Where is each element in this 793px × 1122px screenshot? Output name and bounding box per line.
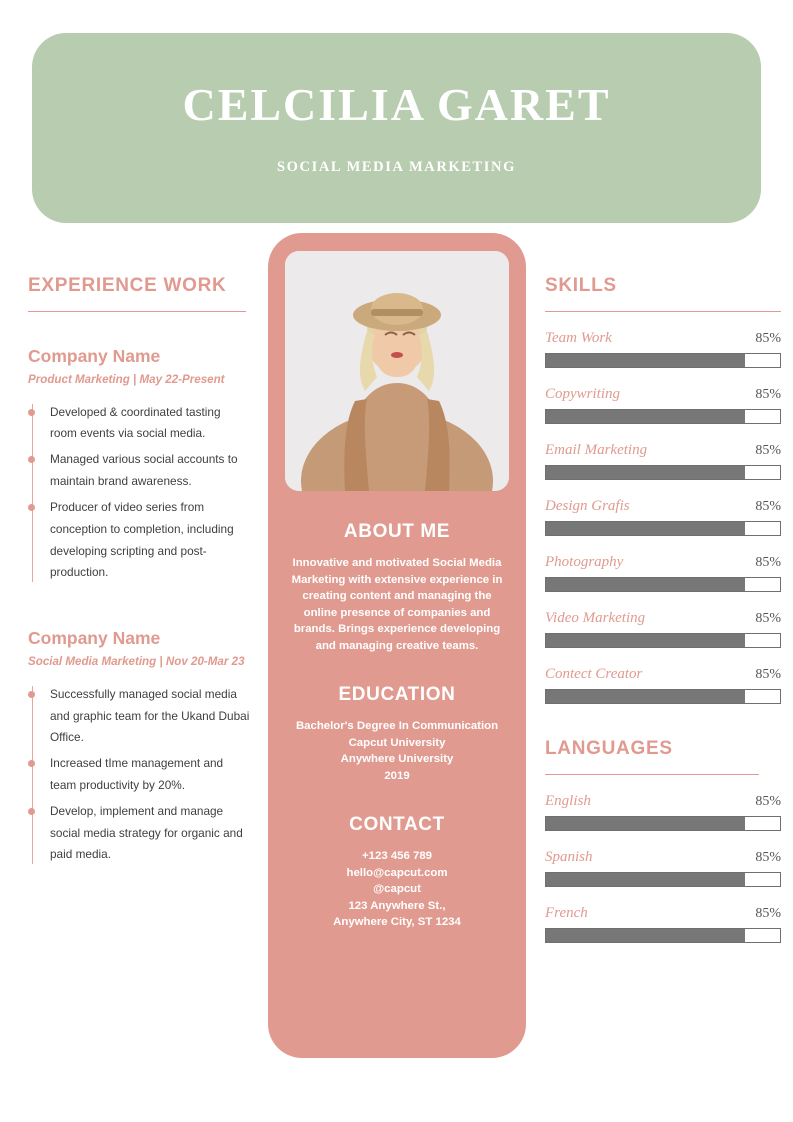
- skill-item: [545, 554, 781, 592]
- job-bullet: Producer of video series from conception to completion, including developing scripting and post-production.: [50, 497, 250, 584]
- skill-item: [545, 610, 781, 648]
- portrait-illustration: [285, 251, 509, 491]
- language-bar-fill: [546, 929, 745, 942]
- job-bullet-list: [28, 684, 250, 867]
- company-name: Company Name: [28, 628, 161, 649]
- skill-bar: [545, 521, 781, 536]
- skill-bar: [545, 353, 781, 368]
- skill-label: Contect Creator: [545, 666, 643, 682]
- section-divider: [545, 774, 759, 775]
- education-line: 2019: [384, 769, 410, 782]
- languages-section-title: LANGUAGES: [545, 738, 673, 759]
- skill-bar-fill: [546, 634, 745, 647]
- language-label: French: [545, 905, 588, 921]
- skill-item: [545, 442, 781, 480]
- education-line: Capcut University: [348, 736, 446, 749]
- job-bullet: Develop, implement and manage social media strategy for organic and paid media.: [50, 801, 250, 866]
- skill-bar: [545, 465, 781, 480]
- education-title: EDUCATION: [338, 684, 456, 706]
- language-item: [545, 849, 781, 887]
- contact-email: hello@capcut.com: [346, 866, 448, 879]
- education-line: Anywhere University: [340, 753, 454, 766]
- language-percent: 85%: [755, 794, 781, 809]
- header-subtitle: SOCIAL MEDIA MARKETING: [276, 158, 517, 175]
- experience-item: [28, 628, 250, 866]
- skill-bar-fill: [546, 466, 745, 479]
- header-banner: [32, 33, 761, 223]
- skill-label: Copywriting: [545, 386, 621, 402]
- profile-card: [268, 233, 526, 1058]
- skill-label: Photography: [545, 554, 624, 570]
- language-label: Spanish: [545, 849, 593, 865]
- skill-bar: [545, 577, 781, 592]
- skill-bar: [545, 409, 781, 424]
- about-text: Innovative and motivated Social Media Marketing with extensive experience in creating content and managing the online presence of companies and brands. Brings experience developing and managing creative teams.: [291, 557, 503, 652]
- skill-label: Email Marketing: [545, 442, 648, 458]
- skill-bar: [545, 689, 781, 704]
- skill-label: Video Marketing: [545, 610, 646, 626]
- contact-address-line2: Anywhere City, ST 1234: [333, 916, 461, 929]
- page-title: CELCILIA GARET: [182, 79, 611, 131]
- job-bullet: Successfully managed social media and graphic team for the Ukand Dubai Office.: [50, 684, 250, 749]
- skill-percent: 85%: [755, 443, 781, 458]
- skill-item: [545, 666, 781, 704]
- education-line: Bachelor's Degree In Communication: [295, 720, 499, 733]
- skill-percent: 85%: [755, 555, 781, 570]
- contact-phone: +123 456 789: [362, 850, 432, 863]
- language-bar: [545, 816, 781, 831]
- skill-bar-fill: [546, 522, 745, 535]
- skill-bar-fill: [546, 354, 745, 367]
- skill-bar-fill: [546, 690, 745, 703]
- language-percent: 85%: [755, 906, 781, 921]
- company-name: Company Name: [28, 346, 161, 366]
- contact-title: CONTACT: [349, 814, 445, 836]
- experience-section-title: EXPERIENCE WORK: [28, 275, 227, 296]
- experience-item: [28, 346, 250, 584]
- experience-section: [28, 275, 250, 870]
- skill-percent: 85%: [755, 387, 781, 402]
- skill-bar-fill: [546, 578, 745, 591]
- job-bullet: Managed various social accounts to maintain brand awareness.: [50, 449, 250, 493]
- language-percent: 85%: [755, 850, 781, 865]
- skill-percent: 85%: [755, 611, 781, 626]
- skill-bar: [545, 633, 781, 648]
- language-item: [545, 905, 781, 943]
- skill-bar-fill: [546, 410, 745, 423]
- job-meta: Product Marketing | May 22-Present: [28, 373, 225, 386]
- job-meta: Social Media Marketing | Nov 20-Mar 23: [28, 655, 245, 669]
- language-bar-fill: [546, 817, 745, 830]
- skill-percent: 85%: [755, 331, 781, 346]
- language-label: English: [545, 793, 591, 809]
- section-divider: [28, 311, 246, 312]
- language-bar-fill: [546, 873, 745, 886]
- skill-label: Design Grafis: [545, 498, 630, 514]
- skill-percent: 85%: [755, 667, 781, 682]
- language-bar: [545, 872, 781, 887]
- section-divider: [545, 311, 781, 312]
- about-title: ABOUT ME: [343, 521, 451, 542]
- avatar: [285, 251, 509, 491]
- skill-item: [545, 330, 781, 368]
- language-bar: [545, 928, 781, 943]
- skills-section-title: SKILLS: [545, 275, 617, 296]
- contact-handle: @capcut: [373, 883, 421, 896]
- skill-percent: 85%: [755, 499, 781, 514]
- skill-label: Team Work: [545, 330, 612, 346]
- skill-item: [545, 386, 781, 424]
- contact-address-line1: 123 Anywhere St.,: [348, 899, 446, 912]
- language-item: [545, 793, 781, 831]
- job-bullet: Developed & coordinated tasting room events via social media.: [50, 402, 250, 446]
- job-bullet: Increased tIme management and team productivity by 20%.: [50, 753, 250, 797]
- skill-item: [545, 498, 781, 536]
- job-bullet-list: [28, 402, 250, 585]
- skills-section: [545, 275, 781, 943]
